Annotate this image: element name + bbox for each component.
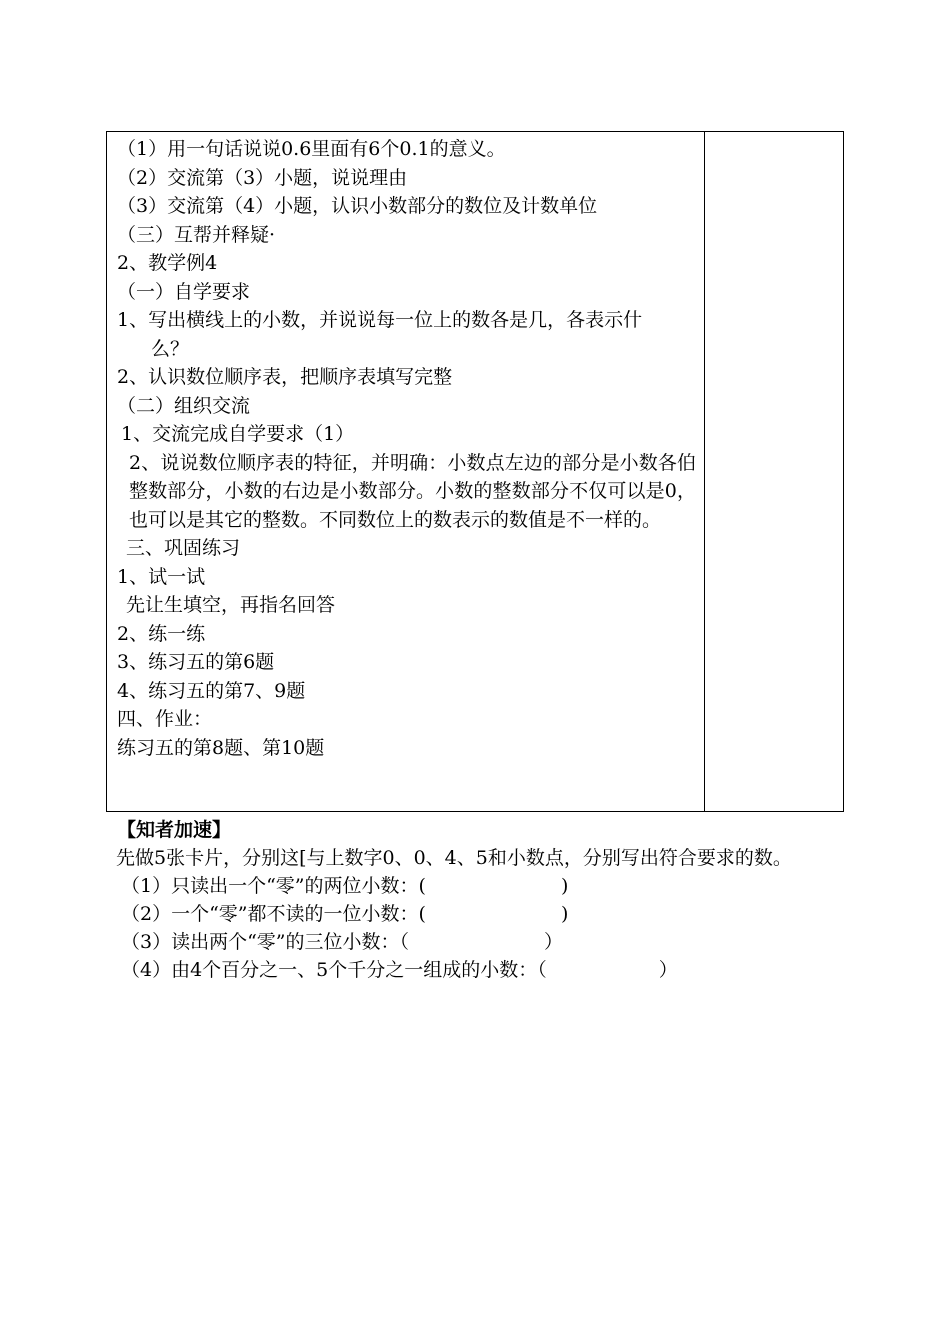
question-close: ) [560,903,569,925]
table-line: （3）交流第（4）小题，认识小数部分的数位及计数单位 [117,195,598,217]
table-line: （1）用一句话说说0.6里面有6个0.1的意义。 [117,138,506,160]
table-line: 三、巩固练习 [126,537,241,559]
question-item [117,900,897,928]
table-line: 四、作业： [117,708,213,730]
question-text: （4）由4个百分之一、5个千分之一组成的小数：（ [121,959,547,981]
table-line: 练习五的第8题、第10题 [117,736,325,759]
extension-section [117,816,897,984]
table-line: （三）互帮并释疑· [117,223,276,246]
table-line: 2、教学例4 [117,252,218,274]
section-title: 【知者加速】 [117,819,232,841]
lesson-plan-table [106,131,844,812]
notes-cell [705,132,843,811]
table-line: （2）交流第（3）小题，说说理由 [117,166,408,189]
question-close: ） [544,931,564,953]
question-text: （3）读出两个“零”的三位小数：（ [121,931,410,953]
question-item [117,956,897,984]
table-line: 先让生填空，再指名回答 [126,594,336,616]
table-line: 2、认识数位顺序表，把顺序表填写完整 [117,366,453,388]
table-line: （二）组织交流 [117,394,251,417]
table-line: 2、练一练 [117,622,206,645]
table-line: 么？ [151,337,190,360]
table-line: 1、交流完成自学要求（1） [121,423,355,445]
section-intro: 先做5张卡片，分别这[与上数字0、0、4、5和小数点，分别写出符合要求的数。 [116,847,792,869]
question-close: ） [658,959,678,981]
question-text: （2）一个“零”都不读的一位小数：( [121,903,426,925]
table-line: 1、写出横线上的小数，并说说每一位上的数各是几，各表示什 [117,309,643,331]
table-line: 1、试一试 [117,565,206,588]
question-close: ) [560,875,569,897]
table-paragraph: 2、说说数位顺序表的特征，并明确：小数点左边的部分是小数各伯整数部分，小数的右边是小数部分。小数的整数部分不仅可以是0，也可以是其它的整数。不同数位上的数表示的数值是不一样的。 [129,451,696,531]
table-line: （一）自学要求 [117,280,251,303]
question-item [117,928,897,956]
table-line: 4、练习五的第7、9题 [117,679,306,702]
lesson-content-cell [107,132,705,811]
question-item [117,872,897,900]
table-line: 3、练习五的第6题 [117,651,275,673]
question-text: （1）只读出一个“零”的两位小数：( [121,875,426,897]
